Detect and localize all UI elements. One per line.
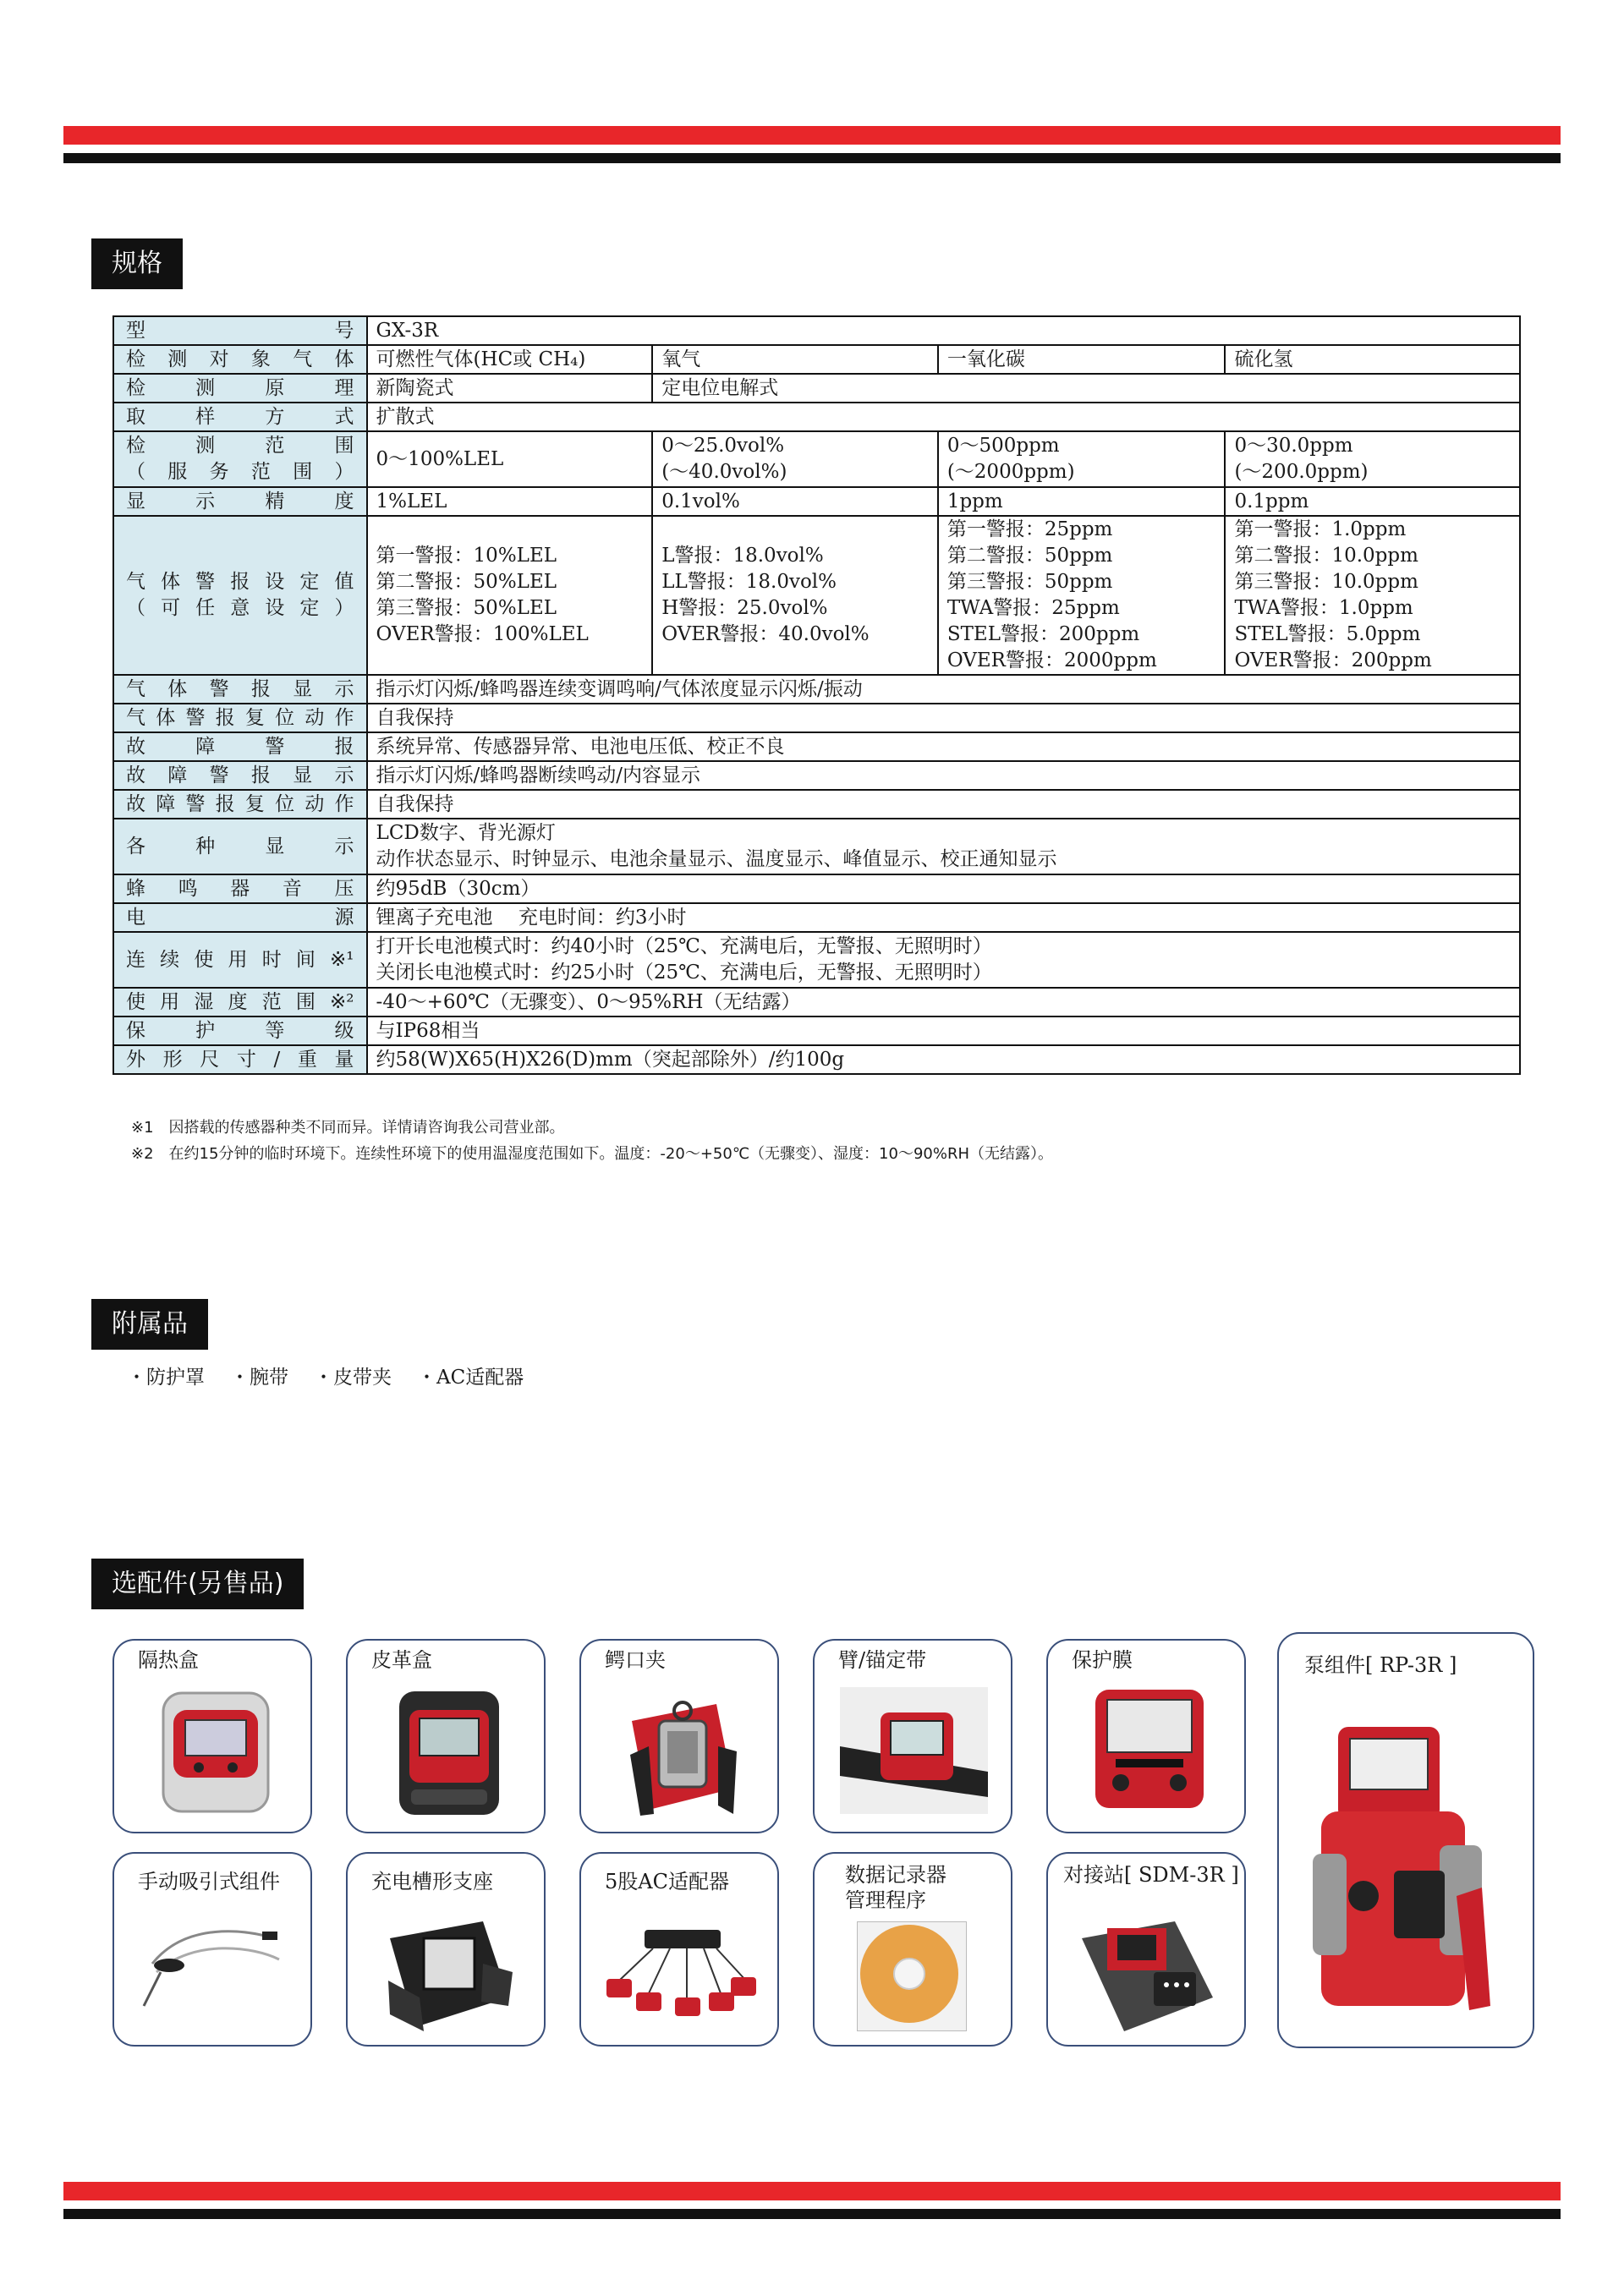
spec-label: 型 号 <box>113 316 367 345</box>
spec-row <box>113 403 1520 431</box>
data-logger-cd-icon <box>857 1921 967 2031</box>
header-red-bar <box>63 126 1561 145</box>
footnote-2: ※2 在约15分钟的临时环境下。连续性环境下的使用温湿度范围如下。温度：-20～+50℃（无骤变）、湿度：10～90%RH（无结露）。 <box>131 1145 1053 1163</box>
option-label: 鳄口夹 <box>605 1648 666 1672</box>
option-card-arm-band <box>813 1639 1012 1833</box>
option-label: 皮革盒 <box>371 1648 432 1672</box>
spec-label: 故 障 警 报 复 位 动 作 <box>113 790 367 819</box>
footer-red-bar <box>63 2182 1561 2200</box>
manual-suction-kit-icon <box>135 1913 292 2014</box>
spec-row <box>113 1045 1520 1074</box>
spec-value: 自我保持 <box>367 790 1520 819</box>
spec-value: 硫化氢 <box>1225 345 1520 374</box>
option-label: 泵组件[ RP-3R ] <box>1304 1653 1457 1677</box>
spec-value: L警报：18.0vol% LL警报：18.0vol% H警报：25.0vol% OVER警报：40.0vol% <box>652 516 938 675</box>
spec-value: 1ppm <box>938 487 1226 516</box>
section-title-accessories: 附属品 <box>91 1299 208 1350</box>
spec-value: -40～+60℃（无骤变）、0～95%RH（无结露） <box>367 988 1520 1016</box>
spec-label: 显 示 精 度 <box>113 487 367 516</box>
option-card-leather-case <box>346 1639 546 1833</box>
spec-value: 第一警报：10%LEL 第二警报：50%LEL 第三警报：50%LEL OVER警报：100%LEL <box>367 516 653 675</box>
spec-value: 一氧化碳 <box>938 345 1226 374</box>
spec-value: 定电位电解式 <box>652 374 1520 403</box>
charging-cradle-icon <box>381 1913 517 2036</box>
spec-value: 打开长电池模式时：约40小时（25℃、充满电后，无警报、无照明时） 关闭长电池模式时：约25小时（25℃、充满电后，无警报、无照明时） <box>367 932 1520 988</box>
spec-label: 气 体 警 报 显 示 <box>113 675 367 704</box>
option-card-ac-adapter <box>579 1852 779 2047</box>
option-card-data-logger <box>813 1852 1012 2047</box>
pump-unit-icon <box>1313 1718 1499 2023</box>
spec-value: 指示灯闪烁/蜂鸣器连续变调鸣响/气体浓度显示闪烁/振动 <box>367 675 1520 704</box>
spec-value: 第一警报：25ppm 第二警报：50ppm 第三警报：50ppm TWA警报：25ppm STEL警报：200ppm OVER警报：2000ppm <box>938 516 1226 675</box>
spec-row <box>113 988 1520 1016</box>
section-title-options: 选配件(另售品) <box>91 1559 304 1609</box>
spec-label: 外 形 尺 寸 / 重 量 <box>113 1045 367 1074</box>
spec-row <box>113 790 1520 819</box>
spec-label: 电 源 <box>113 903 367 932</box>
option-label: 臂/锚定带 <box>838 1648 927 1672</box>
spec-row <box>113 761 1520 790</box>
spec-row <box>113 732 1520 761</box>
spec-value: 第一警报：1.0ppm 第二警报：10.0ppm 第三警报：10.0ppm TWA警报：1.0ppm STEL警报：5.0ppm OVER警报：200ppm <box>1225 516 1520 675</box>
spec-value: 约95dB（30cm） <box>367 874 1520 903</box>
spec-value: 自我保持 <box>367 704 1520 732</box>
accessory-item: ・腕带 <box>230 1367 288 1389</box>
option-card-alligator-clip <box>579 1639 779 1833</box>
spec-value: 0.1ppm <box>1225 487 1520 516</box>
option-label: 对接站[ SDM-3R ] <box>1063 1863 1239 1887</box>
spec-value: 0～100%LEL <box>367 431 653 487</box>
option-card-manual-suction <box>112 1852 312 2047</box>
alligator-clip-icon <box>623 1687 742 1822</box>
header-black-bar <box>63 153 1561 163</box>
spec-label: 检 测 原 理 <box>113 374 367 403</box>
spec-value: 0～500ppm (～2000ppm) <box>938 431 1226 487</box>
spec-row <box>113 431 1520 487</box>
spec-row <box>113 903 1520 932</box>
spec-value: 1%LEL <box>367 487 653 516</box>
option-label: 隔热盒 <box>138 1648 199 1672</box>
accessory-item: ・AC适配器 <box>417 1367 524 1389</box>
spec-value: GX-3R <box>367 316 1520 345</box>
spec-value: 锂离子充电池 充电时间：约3小时 <box>367 903 1520 932</box>
accessory-item: ・皮带夹 <box>314 1367 392 1389</box>
option-card-docking-station <box>1046 1852 1246 2047</box>
spec-row <box>113 874 1520 903</box>
spec-value: 指示灯闪烁/蜂鸣器断续鸣动/内容显示 <box>367 761 1520 790</box>
spec-label: 气 体 警 报 设 定 值 （ 可 任 意 设 定 ） <box>113 516 367 675</box>
spec-value: 可燃性气体(HC或 CH₄) <box>367 345 653 374</box>
accessory-item: ・防护罩 <box>127 1367 205 1389</box>
spec-label: 取 样 方 式 <box>113 403 367 431</box>
footer-black-bar <box>63 2209 1561 2219</box>
spec-label: 气 体 警 报 复 位 动 作 <box>113 704 367 732</box>
spec-label: 保 护 等 级 <box>113 1016 367 1045</box>
spec-row <box>113 819 1520 874</box>
option-label: 充电槽形支座 <box>371 1870 493 1893</box>
spec-label: 各 种 显 示 <box>113 819 367 874</box>
option-card-protective-film <box>1046 1639 1246 1833</box>
section-title-spec: 规格 <box>91 238 183 289</box>
footnote-1: ※1 因搭载的传感器种类不同而异。详情请咨询我公司营业部。 <box>131 1119 565 1137</box>
spec-row <box>113 374 1520 403</box>
spec-value: 0～25.0vol% (～40.0vol%) <box>652 431 938 487</box>
option-label: 手动吸引式组件 <box>138 1870 280 1893</box>
spec-row <box>113 1016 1520 1045</box>
spec-value: LCD数字、背光源灯 动作状态显示、时钟显示、电池余量显示、温度显示、峰值显示、校正通知显示 <box>367 819 1520 874</box>
spec-value: 与IP68相当 <box>367 1016 1520 1045</box>
leather-case-icon <box>394 1685 504 1820</box>
spec-row <box>113 316 1520 345</box>
heat-insulation-case-icon <box>156 1685 275 1820</box>
spec-value: 新陶瓷式 <box>367 374 653 403</box>
spec-label: 故 障 警 报 显 示 <box>113 761 367 790</box>
spec-label: 检 测 范 围 （ 服 务 范 围 ） <box>113 431 367 487</box>
arm-band-icon <box>840 1687 988 1814</box>
protective-film-icon <box>1090 1685 1209 1816</box>
ac-adapter-5way-icon <box>602 1921 759 2023</box>
option-label: 5股AC适配器 <box>605 1870 729 1893</box>
docking-station-icon <box>1073 1904 1221 2040</box>
footnotes <box>131 1115 1053 1167</box>
spec-row <box>113 675 1520 704</box>
spec-row <box>113 345 1520 374</box>
accessories-list <box>127 1362 524 1389</box>
option-card-charging-cradle <box>346 1852 546 2047</box>
option-card-heat-case <box>112 1639 312 1833</box>
spec-value: 系统异常、传感器异常、电池电压低、校正不良 <box>367 732 1520 761</box>
spec-label: 使 用 湿 度 范 围 ※² <box>113 988 367 1016</box>
spec-value: 扩散式 <box>367 403 1520 431</box>
option-label: 保护膜 <box>1072 1648 1133 1672</box>
spec-label: 检 测 对 象 气 体 <box>113 345 367 374</box>
spec-value: 0.1vol% <box>652 487 938 516</box>
spec-row <box>113 487 1520 516</box>
option-label: 数据记录器 管理程序 <box>845 1863 946 1912</box>
spec-value: 约58(W)X65(H)X26(D)mm（突起部除外）/约100g <box>367 1045 1520 1074</box>
option-card-pump-unit <box>1277 1632 1534 2048</box>
spec-row <box>113 932 1520 988</box>
spec-table <box>112 315 1521 1075</box>
spec-label: 连 续 使 用 时 间 ※¹ <box>113 932 367 988</box>
spec-row <box>113 704 1520 732</box>
spec-row <box>113 516 1520 675</box>
spec-value: 氧气 <box>652 345 938 374</box>
spec-value: 0～30.0ppm (～200.0ppm) <box>1225 431 1520 487</box>
spec-label: 蜂 鸣 器 音 压 <box>113 874 367 903</box>
spec-label: 故 障 警 报 <box>113 732 367 761</box>
